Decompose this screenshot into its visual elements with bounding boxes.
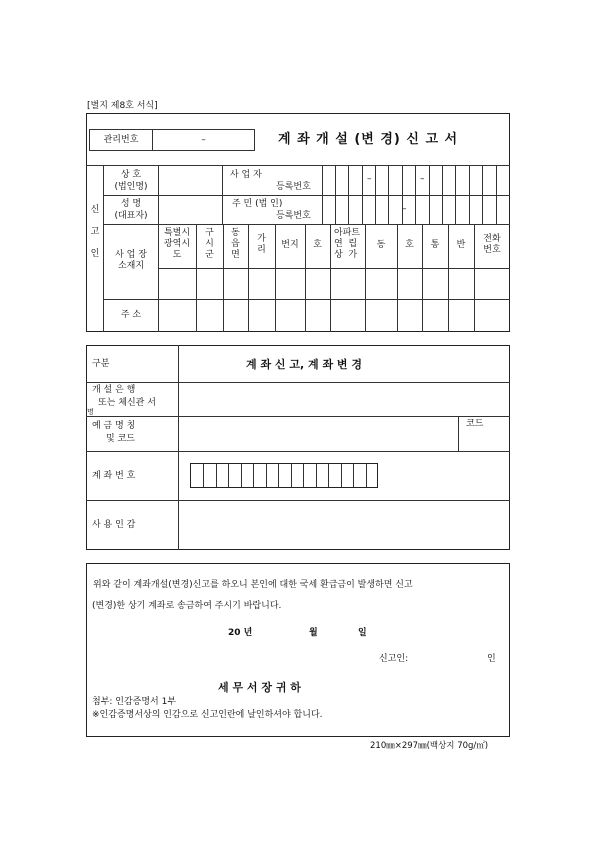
statement-line-2: (변경)한 상기 계좌로 송금하여 주시기 바랍니다. xyxy=(92,601,282,611)
account-number-field[interactable] xyxy=(190,463,378,488)
mgmt-no-value[interactable]: – xyxy=(201,135,206,145)
deposit-name-field[interactable] xyxy=(179,417,457,450)
business-reg-label: 사 업 자 xyxy=(230,170,262,180)
trade-name-sub: (법인명) xyxy=(114,182,148,192)
date-day[interactable]: 일 xyxy=(358,628,367,638)
seal-field[interactable] xyxy=(179,501,509,549)
bank-label-3: 명 xyxy=(87,408,94,416)
addr-header-district: 구 시 군 xyxy=(205,228,214,260)
resident-reg-sub: 등록번호 xyxy=(276,211,311,221)
reporter-label: 신고인: xyxy=(379,654,409,664)
attachment-note: 첨부: 인감증명서 1부 xyxy=(92,697,177,707)
addr-header-apartment: 아파트 연 립 상 가 xyxy=(334,228,361,260)
business-reg-number-field[interactable] xyxy=(322,165,510,195)
page-title: 계 좌 개 설 (변 경) 신 고 서 xyxy=(278,132,459,147)
category-value: 계 좌 신 고, 계 좌 변 경 xyxy=(246,358,362,371)
addr-header-no: 호 xyxy=(313,240,322,250)
addr-header-street: 가 리 xyxy=(257,234,266,255)
bank-name-field[interactable] xyxy=(179,383,509,415)
business-reg-dash-1: – xyxy=(367,174,372,184)
category-label: 구분 xyxy=(92,359,110,369)
code-label: 코드 xyxy=(466,419,484,429)
form-number-label: [별지 제8호 서식] xyxy=(87,101,158,111)
statement-line-1: 위와 같이 계좌개설(변경)신고를 하오니 본인에 대한 국세 환급금이 발생하면 신고 xyxy=(93,580,413,590)
trade-name-label: 상 호 xyxy=(120,170,142,180)
business-reg-sub: 등록번호 xyxy=(276,182,311,192)
addr-header-city: 특별시 광역시 도 xyxy=(163,228,191,260)
addr-header-unit: 호 xyxy=(405,240,414,250)
resident-reg-dash: – xyxy=(402,204,407,214)
deposit-label-2: 및 코드 xyxy=(106,434,135,444)
paper-size-footer: 210㎜×297㎜(백상지 70g/㎡) xyxy=(370,741,489,751)
addr-header-tong: 통 xyxy=(430,240,440,250)
addr-header-ban: 반 xyxy=(456,240,466,250)
reporter-name-field[interactable] xyxy=(416,652,482,666)
name-sub: (대표자) xyxy=(114,211,148,221)
addr-header-town: 동 읍 면 xyxy=(231,228,240,260)
bank-label: 개 설 은 행 xyxy=(92,385,136,395)
resident-reg-number-field[interactable] xyxy=(322,195,510,224)
bank-label-2: 또는 체신관 서 xyxy=(98,398,156,408)
address-grid xyxy=(158,224,510,299)
location-label: 사 업 장 소재지 xyxy=(115,250,147,271)
address-label: 주 소 xyxy=(120,310,142,320)
resident-reg-label: 주 민 (법 인) xyxy=(232,199,283,209)
addr-header-building: 동 xyxy=(376,240,386,250)
name-label: 성 명 xyxy=(120,199,142,209)
seal-note: ※인감증명서상의 인감으로 신고인란에 날인하셔야 합니다. xyxy=(92,710,323,720)
addr-header-lot: 번지 xyxy=(281,240,299,250)
mgmt-no-label: 관리번호 xyxy=(103,135,139,145)
account-number-label: 계 좌 번 호 xyxy=(92,471,136,481)
applicant-label: 신 고 인 xyxy=(90,205,100,259)
recipient: 세 무 서 장 귀 하 xyxy=(218,681,301,694)
business-reg-dash-2: – xyxy=(420,174,425,184)
deposit-label: 예 금 명 칭 xyxy=(92,421,136,431)
date-year[interactable]: 20 년 xyxy=(228,628,253,638)
date-month[interactable]: 월 xyxy=(309,628,318,638)
addr-header-phone: 전화 번호 xyxy=(483,234,501,255)
seal-mark: 인 xyxy=(487,654,496,664)
seal-label: 사 용 인 감 xyxy=(92,520,136,530)
